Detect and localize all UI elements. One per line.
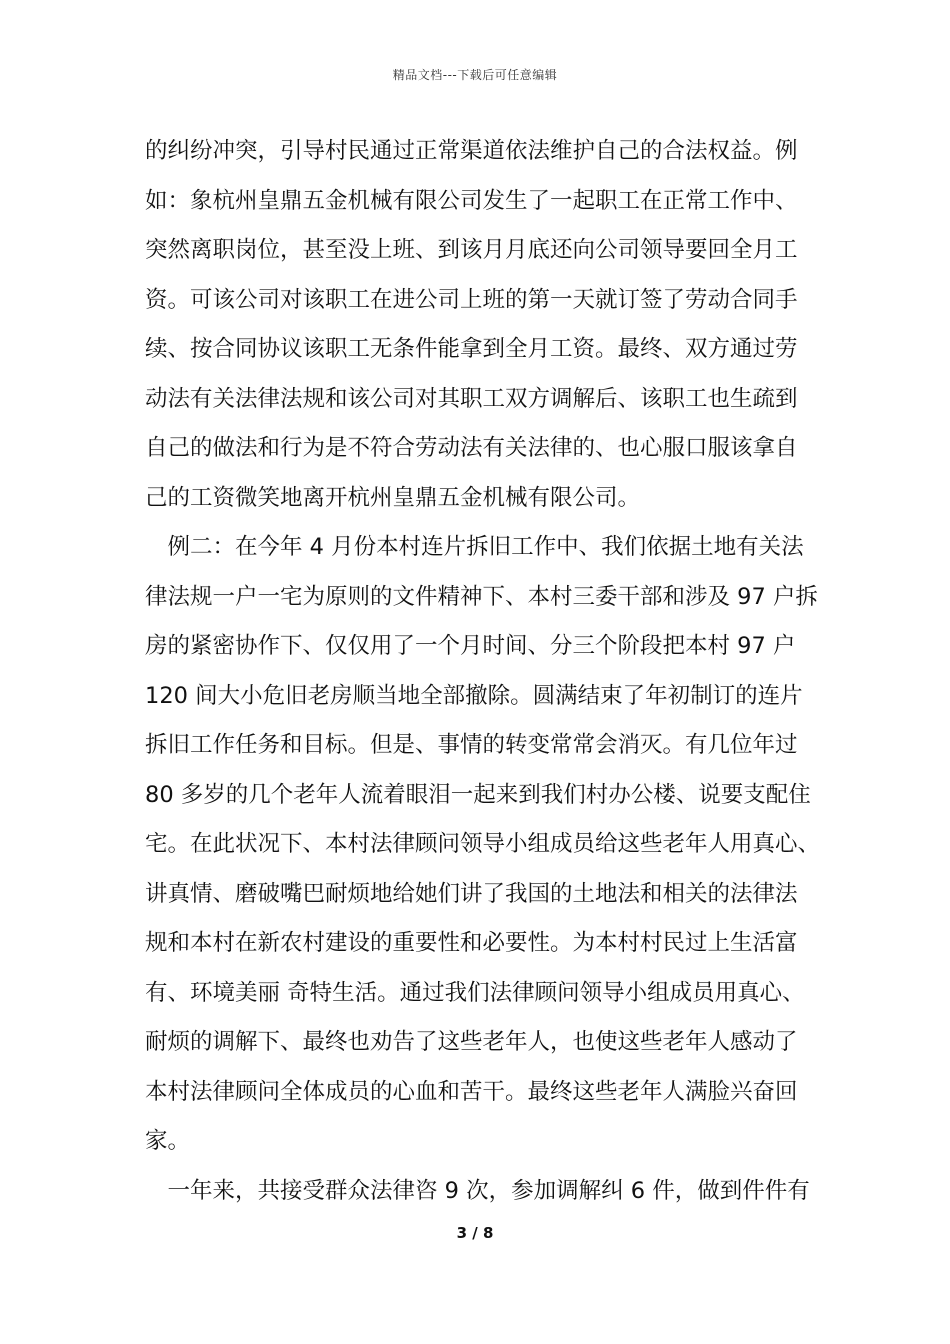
text-line: 突然离职岗位，甚至没上班、到该月月底还向公司领导要回全月工 bbox=[145, 237, 798, 263]
text-line: 有、环境美丽 奇特生活。通过我们法律顾问领导小组成员用真心、 bbox=[145, 979, 805, 1006]
text-line: 80 多岁的几个老年人流着眼泪一起来到我们村办公楼、说要支配住 bbox=[145, 781, 811, 808]
text-line: 自己的做法和行为是不符合劳动法有关法律的、也心服口服该拿自 bbox=[145, 435, 798, 461]
text-line: 家。 bbox=[145, 1128, 191, 1154]
text-line: 例二：在今年 4 月份本村连片拆旧工作中、我们依据土地有关法 bbox=[145, 534, 804, 560]
text-line: 房的紧密协作下、仅仅用了一个月时间、分三个阶段把本村 97 户 bbox=[145, 633, 796, 659]
page-header: 精品文档---下载后可任意编辑 bbox=[392, 68, 558, 82]
text-line: 一年来，共接受群众法律咨 9 次，参加调解纠 6 件，做到件件有 bbox=[145, 1177, 810, 1204]
text-line: 本村法律顾问全体成员的心血和苦干。最终这些老年人满脸兴奋回 bbox=[145, 1078, 798, 1105]
text-line: 规和本村在新农村建设的重要性和必要性。为本村村民过上生活富 bbox=[145, 930, 798, 956]
text-line: 宅。在此状况下、本村法律顾问领导小组成员给这些老年人用真心、 bbox=[145, 831, 821, 857]
text-line: 律法规一户一宅为原则的文件精神下、本村三委干部和涉及 97 户拆 bbox=[145, 583, 818, 610]
text-line: 的纠纷冲突，引导村民通过正常渠道依法维护自己的合法权益。例 bbox=[145, 138, 798, 164]
text-line: 120 间大小危旧老房顺当地全部撤除。圆满结束了年初制订的连片 bbox=[145, 682, 803, 709]
text-line: 拆旧工作任务和目标。但是、事情的转变常常会消灭。有几位年过 bbox=[145, 732, 798, 758]
text-line: 己的工资微笑地离开杭州皇鼎五金机械有限公司。 bbox=[145, 484, 641, 511]
text-line: 讲真情、磨破嘴巴耐烦地给她们讲了我国的土地法和相关的法律法 bbox=[145, 880, 798, 907]
page-number: 3 / 8 bbox=[456, 1224, 494, 1242]
document-body bbox=[145, 127, 825, 1216]
text-line: 耐烦的调解下、最终也劝告了这些老年人，也使这些老年人感动了 bbox=[145, 1029, 798, 1055]
text-line: 续、按合同协议该职工无条件能拿到全月工资。最终、双方通过劳 bbox=[145, 336, 798, 362]
text-line: 资。可该公司对该职工在进公司上班的第一天就订签了劳动合同手 bbox=[145, 286, 798, 313]
text-line: 动法有关法律法规和该公司对其职工双方调解后、该职工也生疏到 bbox=[145, 385, 798, 412]
text-line: 如：象杭州皇鼎五金机械有限公司发生了一起职工在正常工作中、 bbox=[145, 187, 798, 214]
